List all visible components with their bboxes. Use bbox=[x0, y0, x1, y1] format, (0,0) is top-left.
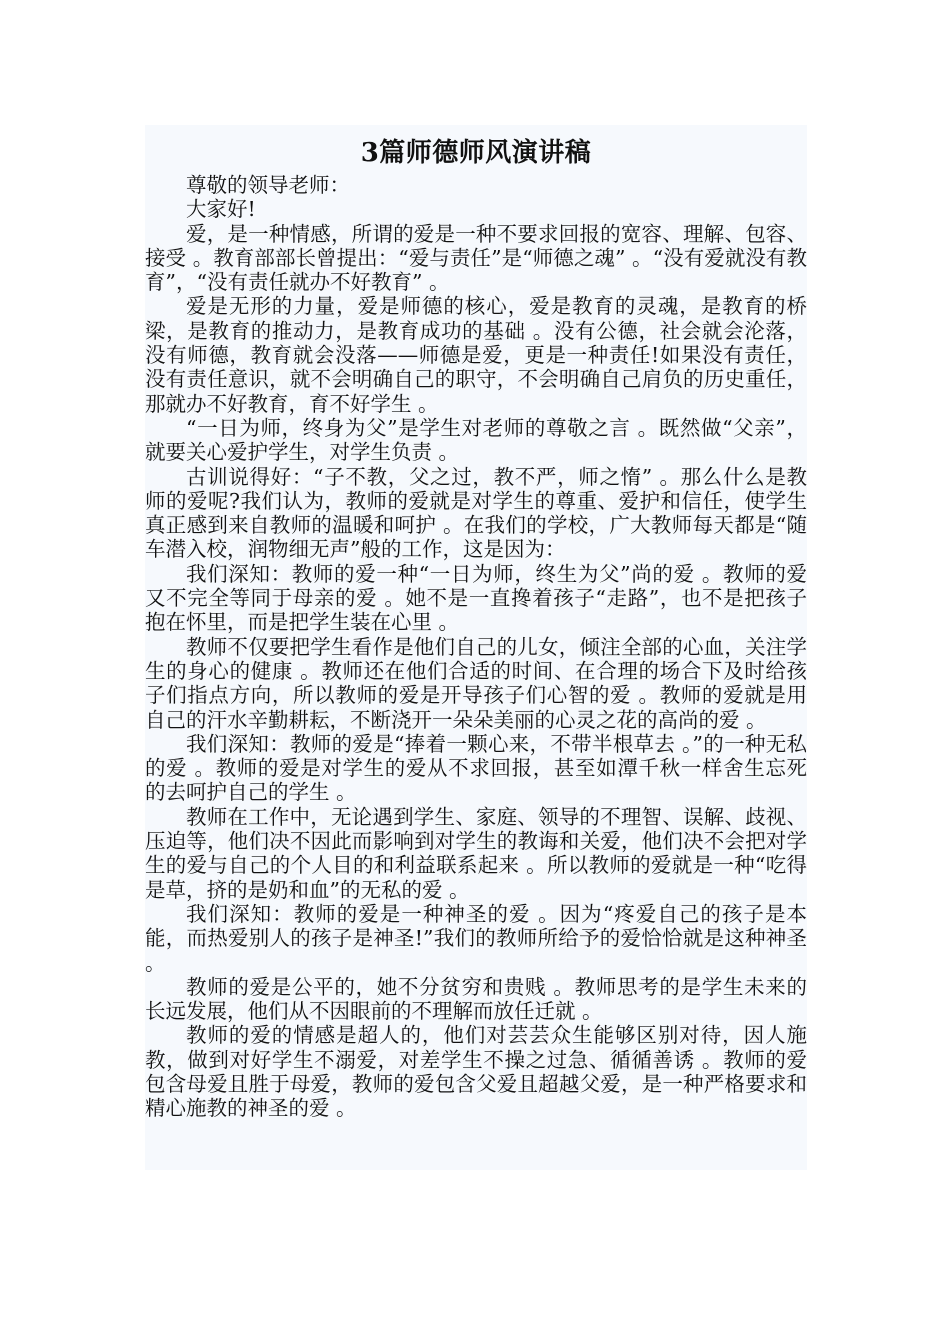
paragraph: 教师不仅要把学生看作是他们自己的儿女，倾注全部的心血，关注学生的身心的健康 。教师还在他们合适的时间、在合理的场合下及时给孩子们指点方向，所以教师的爱是开导孩子们心智的爱 。教师的爱就是用自己的汗水辛勤耕耘，不断浇开一朵朵美丽的心灵之花的高尚的爱 。 bbox=[145, 634, 807, 732]
paragraph: 教师在工作中，无论遇到学生、家庭、领导的不理智、误解、歧视、压迫等，他们决不因此而影响到对学生的教诲和关爱，他们决不会把对学生的爱与自己的个人目的和利益联系起来 。所以教师的爱就是一种“吃得是草，挤的是奶和血”的无私的爱 。 bbox=[145, 804, 807, 902]
paragraph: 我们深知：教师的爱一种“一日为师，终生为父”尚的爱 。教师的爱又不完全等同于母亲的爱 。她不是一直搀着孩子“走路”，也不是把孩子抱在怀里，而是把学生装在心里 。 bbox=[145, 561, 807, 635]
paragraph: 我们深知：教师的爱是一种神圣的爱 。因为“疼爱自己的孩子是本能，而热爱别人的孩子是神圣!”我们的教师所给予的爱恰恰就是这种神圣 。 bbox=[145, 901, 807, 975]
paragraph: 我们深知：教师的爱是“捧着一颗心来，不带半根草去 。”的一种无私的爱 。教师的爱是对学生的爱从不求回报，甚至如潭千秋一样舍生忘死的去呵护自己的学生 。 bbox=[145, 731, 807, 805]
document-title: 3篇师德师风演讲稿 bbox=[360, 138, 592, 168]
paragraph: 爱，是一种情感，所谓的爱是一种不要求回报的宽容、理解、包容、接受 。教育部部长曾提出：“爱与责任”是“师德之魂” 。“没有爱就没有教育”，“没有责任就办不好教育” 。 bbox=[145, 221, 807, 295]
paragraph-salutation: 尊敬的领导老师： bbox=[186, 173, 350, 197]
paragraph: “一日为师，终身为父”是学生对老师的尊敬之言 。既然做“父亲”，就要关心爱护学生，对学生负责 。 bbox=[145, 415, 807, 465]
paragraph: 古训说得好：“子不教，父之过，教不严，师之惰” 。那么什么是教师的爱呢?我们认为，教师的爱就是对学生的尊重、爱护和信任，使学生真正感到来自教师的温暖和呵护 。在我们的学校，广大教师每天都是“随车潜入校，润物细无声”般的工作，这是因为： bbox=[145, 464, 807, 562]
paragraph: 教师的爱是公平的，她不分贫穷和贵贱 。教师思考的是学生未来的长远发展，他们从不因眼前的不理解而放任迁就 。 bbox=[145, 974, 807, 1024]
paragraph-greeting: 大家好! bbox=[186, 197, 256, 222]
paragraph: 爱是无形的力量，爱是师德的核心，爱是教育的灵魂，是教育的桥梁，是教育的推动力，是教育成功的基础 。没有公德，社会就会沦落，没有师德，教育就会没落——师德是爱，更是一种责任!如果没有责任，没有责任意识，就不会明确自己的职守，不会明确自己肩负的历史重任，那就办不好教育，育不好学生 。 bbox=[145, 294, 807, 416]
paragraph: 教师的爱的情感是超人的，他们对芸芸众生能够区别对待，因人施教，做到对好学生不溺爱，对差学生不操之过急、循循善诱 。教师的爱包含母爱且胜于母爱，教师的爱包含父爱且超越父爱，是一种严格要求和精心施教的神圣的爱 。 bbox=[145, 1023, 807, 1121]
document-body bbox=[145, 125, 807, 1170]
